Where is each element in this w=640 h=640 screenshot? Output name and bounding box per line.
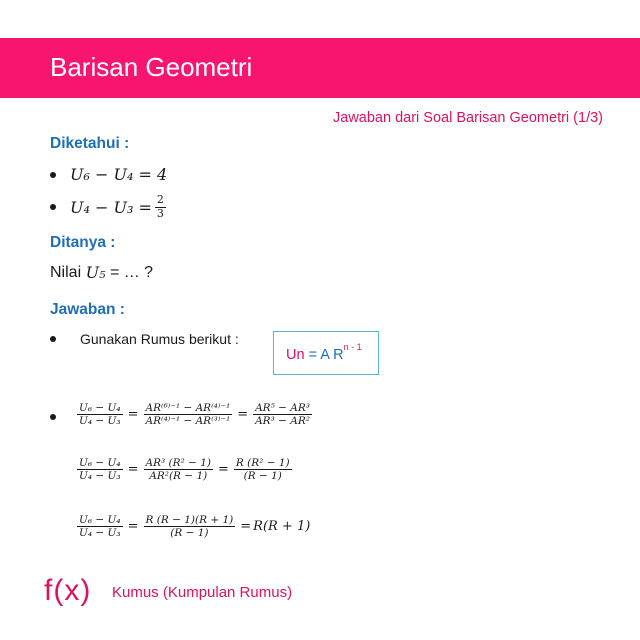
derivation-line-2: [74, 457, 295, 482]
lhs-numerator: U₆ − U₄: [79, 402, 121, 414]
lhs-numerator: U₆ − U₄: [79, 514, 121, 526]
bullet-icon: [50, 336, 56, 342]
step1b-numerator: AR⁵ − AR³: [255, 402, 310, 414]
step1-denominator: AR⁽⁴⁾⁻¹ − AR⁽³⁾⁻¹: [145, 415, 231, 428]
formula-rest: = A R: [304, 346, 344, 363]
lhs-fraction: [77, 514, 123, 539]
fraction-numerator: 2: [156, 193, 164, 206]
step2b-fraction: [234, 457, 292, 482]
lhs-fraction: [77, 402, 123, 427]
result: R(R + 1): [253, 519, 311, 535]
lhs-denominator: U₄ − U₃: [79, 470, 121, 483]
known-item-2: [50, 194, 169, 220]
formula-box: [273, 331, 379, 375]
step1-numerator: AR⁽⁶⁾⁻¹ − AR⁽⁴⁾⁻¹: [145, 402, 231, 414]
equals-sign: =: [240, 519, 252, 535]
step1-fraction: [144, 402, 233, 427]
known-item-1: [50, 165, 167, 184]
heading-ditanya: Ditanya :: [50, 234, 116, 251]
step2-denominator: AR²(R − 1): [149, 470, 208, 483]
equals-sign: =: [127, 462, 139, 478]
equals-sign: =: [127, 519, 139, 535]
fx-logo-icon: f(x): [44, 574, 92, 607]
page-title: Barisan Geometri: [50, 52, 253, 82]
step2b-denominator: (R − 1): [243, 470, 282, 483]
fraction: [155, 194, 166, 220]
equation-1: U₆ − U₄ = 4: [70, 165, 168, 184]
derivation-line-3: [74, 514, 310, 539]
subtitle: Jawaban dari Soal Barisan Geometri (1/3): [333, 110, 603, 126]
step-1-text: Gunakan Rumus berikut :: [80, 331, 239, 347]
step3-denominator: (R − 1): [170, 527, 209, 540]
lhs-numerator: U₆ − U₄: [79, 457, 121, 469]
step2-fraction: [144, 457, 214, 482]
step1b-fraction: [253, 402, 312, 427]
formula-exponent: n - 1: [343, 342, 362, 352]
step3-numerator: R (R − 1)(R + 1): [145, 514, 234, 526]
step-1: [50, 331, 239, 347]
step3-fraction: [144, 514, 236, 539]
bullet-icon: [50, 204, 56, 210]
asked-prefix: Nilai: [50, 263, 82, 281]
lhs-fraction: [77, 457, 123, 482]
asked-line: [50, 263, 153, 282]
header-banner: [0, 38, 640, 98]
footer-text: Kumus (Kumpulan Rumus): [112, 584, 293, 601]
heading-diketahui: Diketahui :: [50, 135, 130, 152]
equals-sign: =: [237, 407, 249, 423]
lhs-denominator: U₄ − U₃: [79, 415, 121, 428]
bullet-icon: [50, 172, 56, 178]
formula-un: Un: [286, 346, 305, 363]
equals-sign: =: [218, 462, 229, 478]
derivation-line-1: [74, 402, 315, 427]
heading-jawaban: Jawaban :: [50, 301, 125, 318]
lhs-denominator: U₄ − U₃: [79, 527, 121, 540]
step1b-denominator: AR³ − AR²: [255, 415, 310, 428]
step2b-numerator: R (R² − 1): [235, 457, 290, 469]
asked-variable: U₅: [85, 263, 106, 282]
equation-2-left: U₄ − U₃ =: [70, 197, 152, 217]
step2-numerator: AR³ (R² − 1): [145, 457, 211, 469]
bullet-icon: [50, 414, 56, 420]
fraction-denominator: 3: [156, 206, 164, 220]
equals-sign: =: [127, 407, 139, 423]
formula: [286, 342, 362, 363]
asked-suffix: = … ?: [109, 263, 154, 281]
